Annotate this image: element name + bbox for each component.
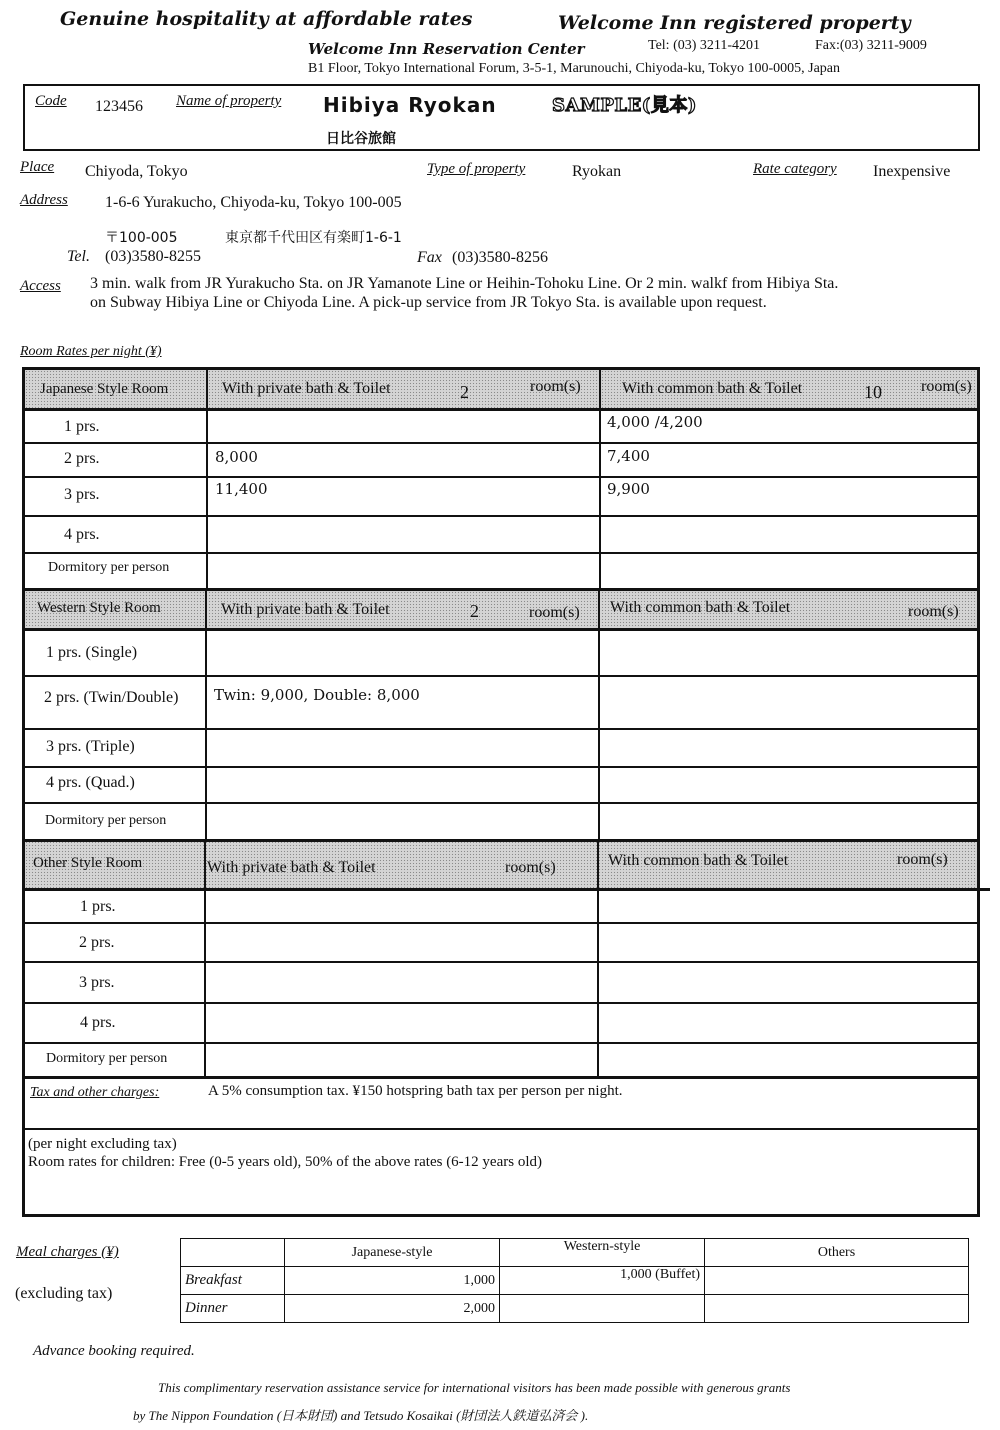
other-private-label: With private bath & Toilet <box>207 859 376 876</box>
meal-japanese-price: 2,000 <box>285 1295 500 1323</box>
center-address: B1 Floor, Tokyo International Forum, 3-5-1, Marunouchi, Chiyoda-ku, Tokyo 100-0005, Japan <box>308 61 841 76</box>
property-name: Hibiya Ryokan <box>323 93 497 117</box>
meal-western-price: 1,000 (Buffet) <box>500 1267 705 1295</box>
western-row-label: Dormitory per person <box>45 813 167 828</box>
meal-header-japanese: Japanese-style <box>285 1239 500 1267</box>
meal-excluding-tax: (excluding tax) <box>15 1285 113 1302</box>
western-private-rooms-unit: room(s) <box>529 604 580 621</box>
meal-name: Dinner <box>181 1295 285 1323</box>
japanese-common-label: With common bath & Toilet <box>622 380 803 397</box>
western-row-label: 2 prs. (Twin/Double) <box>44 689 179 706</box>
rate-note-excluding-tax: (per night excluding tax) <box>28 1136 177 1152</box>
tel-value: (03)3580-8255 <box>105 248 201 265</box>
meal-row <box>181 1295 969 1323</box>
advance-booking-note: Advance booking required. <box>33 1343 195 1359</box>
meal-row <box>181 1267 969 1295</box>
property-box <box>23 84 980 151</box>
meal-name: Breakfast <box>181 1267 285 1295</box>
japanese-private-count: 2 <box>460 382 469 402</box>
western-row-label: 3 prs. (Triple) <box>46 738 135 755</box>
other-header-band <box>25 841 977 889</box>
meal-charges-label: Meal charges (¥) <box>16 1244 119 1260</box>
address-label: Address <box>20 192 68 208</box>
japanese-common-value: 7,400 <box>607 447 650 465</box>
japanese-private-value: 11,400 <box>215 480 268 498</box>
japanese-row-label: Dormitory per person <box>48 560 170 575</box>
sample-stamp: SAMPLE(見本) <box>552 95 697 116</box>
western-private-label: With private bath & Toilet <box>221 601 390 618</box>
other-row-label: 4 prs. <box>80 1014 116 1031</box>
other-row-label: 1 prs. <box>80 898 116 915</box>
center-fax: Fax:(03) 3211-9009 <box>815 38 927 53</box>
tax-label: Tax and other charges: <box>30 1085 160 1100</box>
other-row-label: 2 prs. <box>79 934 115 951</box>
meal-header-others: Others <box>705 1239 969 1267</box>
place-value: Chiyoda, Tokyo <box>85 163 188 180</box>
other-row-label: Dormitory per person <box>46 1051 168 1066</box>
tax-text: A 5% consumption tax. ¥150 hotspring bath tax per person per night. <box>208 1083 623 1099</box>
grant-note-line-2: by The Nippon Foundation (日本財団) and Tetsudo Kosaikai (財団法人鉄道弘済会 ). <box>133 1408 589 1423</box>
other-private-rooms-unit: room(s) <box>505 859 556 876</box>
japanese-common-count: 10 <box>864 382 882 402</box>
japanese-common-value: 4,000 /4,200 <box>607 413 703 431</box>
meal-header-row <box>181 1239 969 1267</box>
children-rates-note: Room rates for children: Free (0-5 years old), 50% of the above rates (6-12 years old) <box>28 1154 542 1170</box>
center-tel: Tel: (03) 3211-4201 <box>648 38 761 53</box>
meal-header-western: Western-style <box>500 1239 705 1267</box>
meal-japanese-price: 1,000 <box>285 1267 500 1295</box>
japanese-row-label: 1 prs. <box>64 418 100 435</box>
japanese-row-label: 4 prs. <box>64 526 100 543</box>
access-line-2: on Subway Hibiya Line or Chiyoda Line. A pick-up service from JR Tokyo Sta. is available upon request. <box>90 294 767 311</box>
japanese-common-value: 9,900 <box>607 480 650 498</box>
japanese-private-label: With private bath & Toilet <box>222 380 391 397</box>
meal-others-price <box>705 1295 969 1323</box>
code-value: 123456 <box>95 98 143 115</box>
address-jp: 東京都千代田区有楽町1-6-1 <box>225 230 402 246</box>
japanese-common-rooms-unit: room(s) <box>921 378 972 395</box>
type-label: Type of property <box>427 161 526 177</box>
western-private-value: Twin: 9,000, Double: 8,000 <box>214 686 420 704</box>
reservation-center-name: Welcome Inn Reservation Center <box>308 40 585 58</box>
western-row-label: 4 prs. (Quad.) <box>46 774 135 791</box>
japanese-style-heading: Japanese Style Room <box>40 381 169 397</box>
western-private-count: 2 <box>470 601 479 621</box>
meal-header-blank <box>181 1239 285 1267</box>
grant-note-line-1: This complimentary reservation assistance service for international visitors has been made possible with generous grants <box>158 1380 791 1395</box>
postal-code-jp: 〒100-005 <box>105 230 178 246</box>
name-label: Name of property <box>176 93 282 109</box>
rate-category-value: Inexpensive <box>873 163 951 180</box>
property-name-jp: 日比谷旅館 <box>326 131 396 147</box>
other-style-heading: Other Style Room <box>33 855 143 871</box>
fax-value: (03)3580-8256 <box>452 249 548 266</box>
western-common-rooms-unit: room(s) <box>908 603 959 620</box>
western-header-band <box>25 591 977 629</box>
western-row-label: 1 prs. (Single) <box>46 644 138 661</box>
meal-charges-table <box>180 1238 969 1323</box>
registered-property-heading: Welcome Inn registered property <box>558 12 911 34</box>
access-line-1: 3 min. walk from JR Yurakucho Sta. on JR Yamanote Line or Heihin-Tohoku Line. Or 2 min. walkf from Hibiya Sta. <box>90 275 839 292</box>
rate-category-label: Rate category <box>753 161 837 177</box>
japanese-private-rooms-unit: room(s) <box>530 378 581 395</box>
japanese-private-value: 8,000 <box>215 448 258 466</box>
meal-western-price <box>500 1295 705 1323</box>
western-common-label: With common bath & Toilet <box>610 599 791 616</box>
type-value: Ryokan <box>572 163 622 180</box>
access-label: Access <box>20 278 61 294</box>
japanese-row-label: 3 prs. <box>64 486 100 503</box>
code-label: Code <box>35 93 67 109</box>
other-common-label: With common bath & Toilet <box>608 852 789 869</box>
room-rates-title: Room Rates per night (¥) <box>20 344 162 359</box>
tel-label: Tel. <box>67 248 90 265</box>
fax-label: Fax <box>417 249 442 266</box>
western-style-heading: Western Style Room <box>37 600 161 616</box>
japanese-row-label: 2 prs. <box>64 450 100 467</box>
place-label: Place <box>20 159 55 175</box>
other-common-rooms-unit: room(s) <box>897 851 948 868</box>
meal-others-price <box>705 1267 969 1295</box>
address-value: 1-6-6 Yurakucho, Chiyoda-ku, Tokyo 100-005 <box>105 194 402 211</box>
other-row-label: 3 prs. <box>79 974 115 991</box>
tagline: Genuine hospitality at affordable rates <box>60 8 473 30</box>
